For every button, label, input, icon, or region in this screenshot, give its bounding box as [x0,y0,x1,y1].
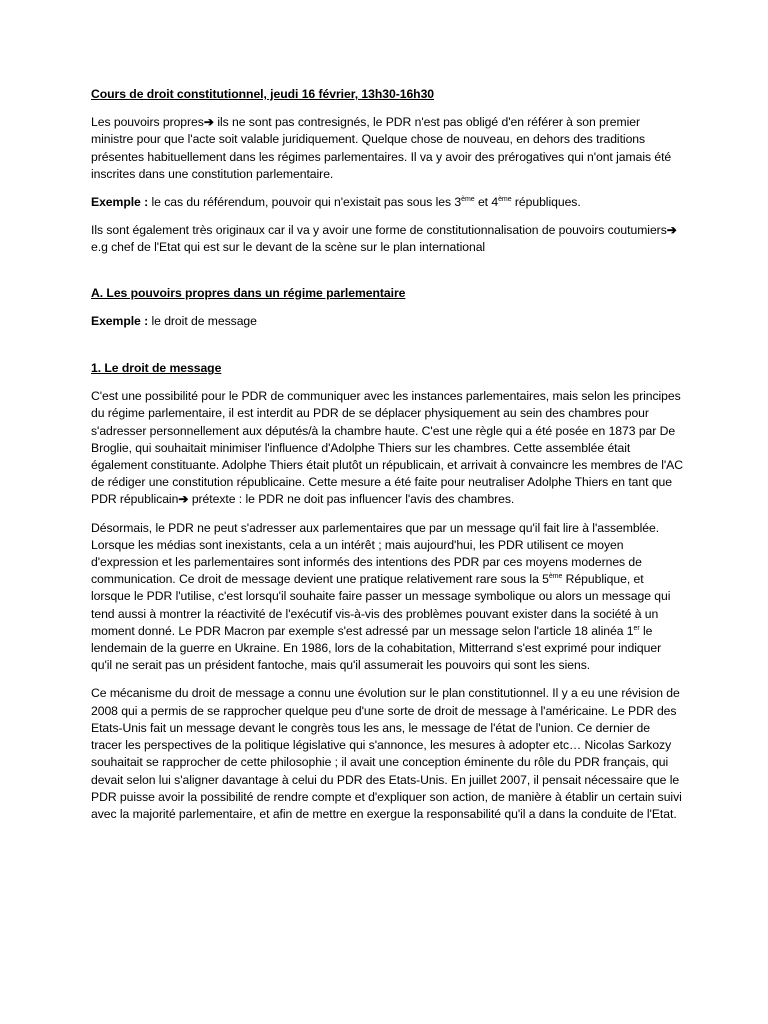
arrow-icon: ➔ [666,223,677,238]
paragraph-exemple-referendum: Exemple : le cas du référendum, pouvoir qui n'existait pas sous les 3ème et 4ème républiques. [91,195,581,210]
paragraph-evolution-constitutionnelle: Ce mécanisme du droit de message a connu une évolution sur le plan constitutionnel. Il y a eu une révision de 2008 qui a permis de se rapprocher quelque peu d'une sorte de droit de message à l'américaine. Le PDR des Etats-Unis fait un message devant le congrès tous les ans, le message de l'état de l'union. Ce dernier de tracer les perspectives de la politique législative qui s'annonce, les mesures à adopter etc… Nicolas Sarkozy souhaitait se rapprocher de cette philosophie ; il avait une conception éminente du rôle du PDR français, qui devait selon lui s'aligner davantage à celui du PDR des Etats-Unis. En juillet 2007, il pensait nécessaire que le PDR puisse avoir la possibilité de rendre compte et d'expliquer son action, de manière à établir un certain suivi avec la majorité parlementaire, et afin de mettre en exergue la responsabilité qu'il a dans la conduite de l'Etat. [91,686,682,821]
paragraph-possibilite-pdr: C'est une possibilité pour le PDR de communiquer avec les instances parlementaires, mais selon les principes du régime parlementaire, il est interdit au PDR de se déplacer physiquement au sein des chambres pour s'adresser personnellement aux députés/à la chambre haute. C'est une règle qui a été posée en 1873 par De Broglie, qui souhaitait minimiser l'influence d'Adolphe Thiers sur les chambres. Cette assemblée était également constituante. Adolphe Thiers était plutôt un républicain, et arrivait à convaincre les membres de l'AC de rédiger une constitution républicaine. Cette mesure a été faite pour neutraliser Adolphe Thiers en tant que PDR républicain➔ prétexte : le PDR ne doit pas influencer l'avis des chambres. [91,389,683,507]
section-heading-a: A. Les pouvoirs propres dans un régime parlementaire [91,285,406,300]
subsection-heading-droit-de-message: 1. Le droit de message [91,361,222,376]
paragraph-pouvoirs-coutumiers: Ils sont également très originaux car il va y avoir une forme de constitutionnalisation de pouvoirs coutumiers➔ e.g chef de l'Etat qui est sur le devant de la scène sur le plan international [91,223,677,255]
paragraph-exemple-message: Exemple : le droit de message [91,313,257,328]
document-body [91,86,684,834]
paragraph-pouvoirs-propres: Les pouvoirs propres➔ ils ne sont pas contresignés, le PDR n'est pas obligé d'en référer à son premier ministre pour que l'acte soit valable juridiquement. Quelque chose de nouveau, en dehors des traditions présentes habituellement dans les régimes parlementaires. Il va y avoir des prérogatives qui n'ont jamais été inscrites dans une constitution parlementaire. [91,115,672,181]
document-title: Cours de droit constitutionnel, jeudi 16 février, 13h30-16h30 [91,87,435,101]
arrow-icon: ➔ [178,492,189,507]
arrow-icon: ➔ [203,115,214,130]
paragraph-desormais: Désormais, le PDR ne peut s'adresser aux parlementaires que par un message qu'il fait lire à l'assemblée. Lorsque les médias sont inexistants, cela a un intérêt ; mais aujourd'hui, les PDR utilisent ce moyen d'expression et les parlementaires sont informés des intentions des PDR par ces moyens modernes de communication. Ce droit de message devient une pratique relativement rare sous la 5ème République, et lorsque le PDR l'utilise, c'est lorsqu'il souhaite faire passer un message symbolique ou alors un message qui tend aussi à montrer la réactivité de l'exécutif vis-à-vis des problèmes pouvant exister dans la société à un moment donné. Le PDR Macron par exemple s'est adressé par un message selon l'article 18 alinéa 1er le lendemain de la guerre en Ukraine. En 1986, lors de la cohabitation, Mitterrand s'est exprimé pour indiquer qu'il ne serait pas un président fantoche, mais qu'il assumerait les pouvoirs qui sont les siens. [91,520,671,673]
